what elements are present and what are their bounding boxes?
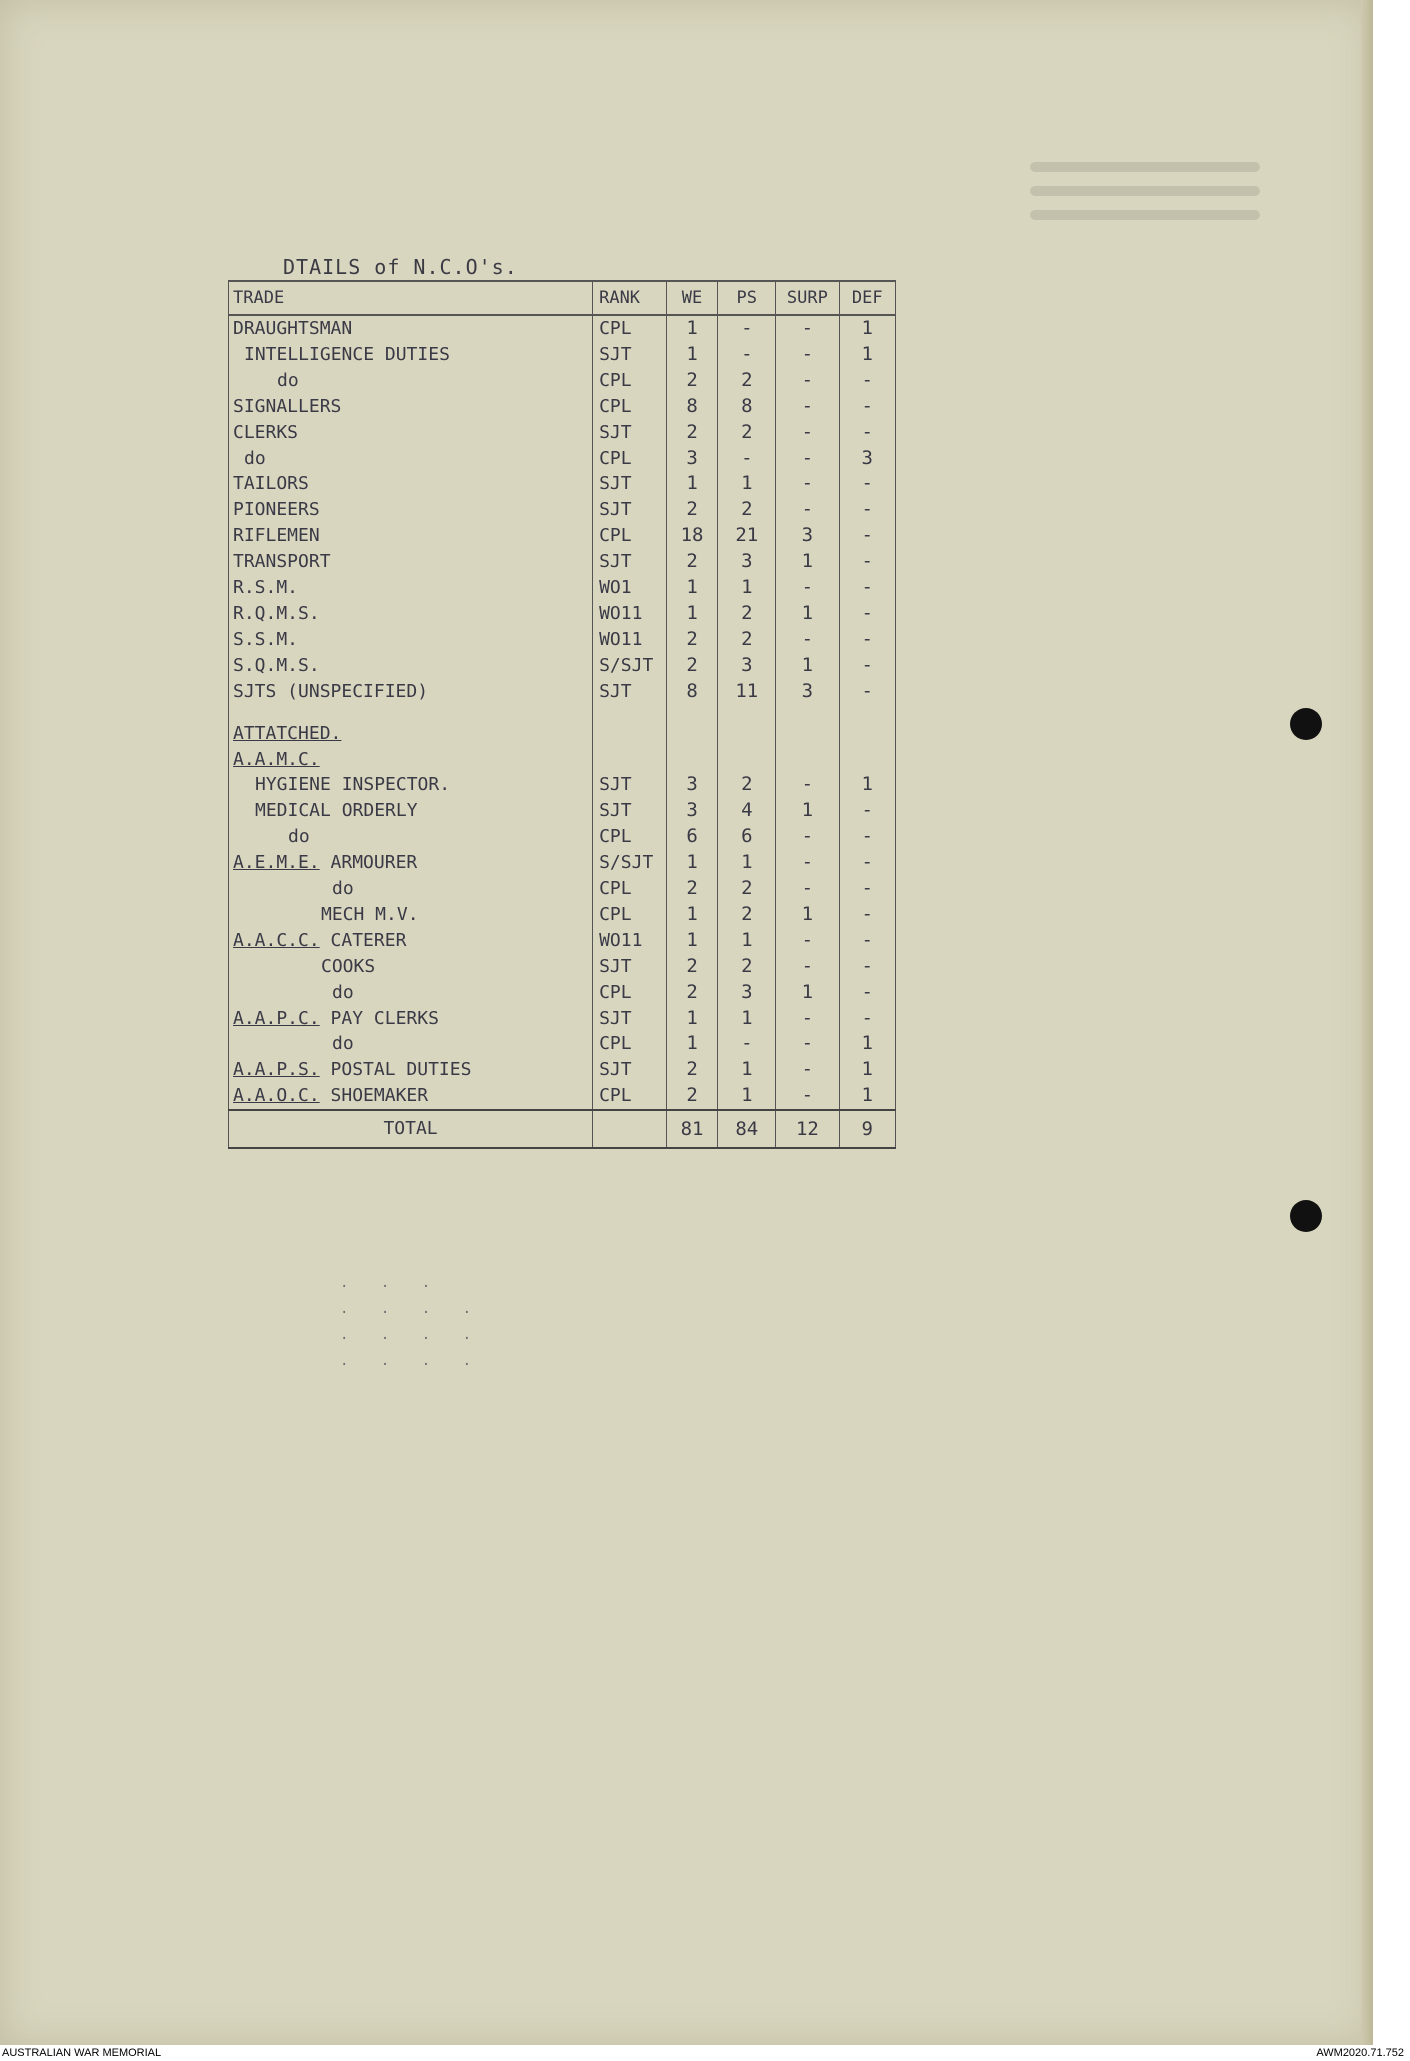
trade-label: do — [332, 1033, 354, 1055]
spacer-cell — [229, 705, 593, 721]
def-cell: - — [839, 1006, 895, 1032]
total-def: 9 — [839, 1110, 895, 1148]
def-cell: - — [839, 394, 895, 420]
ps-cell: - — [718, 315, 776, 342]
rank-cell — [593, 747, 667, 773]
ps-cell: 2 — [718, 772, 776, 798]
bleed-through-text — [1030, 148, 1260, 243]
trade-label: SJTS (UNSPECIFIED) — [233, 680, 429, 702]
surp-cell: 3 — [776, 523, 839, 549]
trade-label: S.Q.M.S. — [233, 654, 320, 676]
table-row — [229, 747, 896, 773]
trade-label: do — [277, 369, 299, 391]
rank-cell: S/SJT — [593, 850, 667, 876]
we-cell: 1 — [666, 315, 718, 342]
table-row — [229, 721, 896, 747]
trade-label: R.S.M. — [233, 577, 299, 599]
surp-cell: 1 — [776, 980, 839, 1006]
we-cell: 1 — [666, 342, 718, 368]
rank-cell: CPL — [593, 902, 667, 928]
we-cell: 3 — [666, 446, 718, 472]
rank-cell: WO11 — [593, 601, 667, 627]
trade-cell — [229, 679, 593, 705]
def-cell: 1 — [839, 772, 895, 798]
we-cell: 1 — [666, 575, 718, 601]
punch-hole — [1290, 1200, 1322, 1232]
table-row — [229, 1083, 896, 1110]
trade-label: SIGNALLERS — [233, 395, 342, 417]
surp-cell: - — [776, 575, 839, 601]
surp-cell — [776, 721, 839, 747]
rank-cell: SJT — [593, 772, 667, 798]
table-row — [229, 824, 896, 850]
we-cell: 6 — [666, 824, 718, 850]
rank-cell: CPL — [593, 446, 667, 472]
ps-cell: 1 — [718, 1083, 776, 1110]
rank-cell: WO1 — [593, 575, 667, 601]
we-cell: 3 — [666, 772, 718, 798]
surp-cell: - — [776, 850, 839, 876]
footer-left-caption: AUSTRALIAN WAR MEMORIAL — [2, 2047, 162, 2059]
def-cell: - — [839, 368, 895, 394]
trade-label: CLERKS — [233, 421, 299, 443]
corps-label: A.E.M.E. — [233, 852, 320, 874]
trade-label: SHOEMAKER — [330, 1085, 429, 1107]
we-cell: 2 — [666, 653, 718, 679]
surp-cell: - — [776, 772, 839, 798]
total-rank — [593, 1110, 667, 1148]
trade-cell — [229, 471, 593, 497]
trade-cell — [229, 601, 593, 627]
def-cell: 1 — [839, 1083, 895, 1110]
we-cell: 2 — [666, 549, 718, 575]
trade-cell — [229, 824, 593, 850]
rank-cell: SJT — [593, 1057, 667, 1083]
trade-cell — [229, 1083, 593, 1110]
trade-label: PIONEERS — [233, 499, 320, 521]
trade-label: RIFLEMEN — [233, 525, 320, 547]
rank-cell: CPL — [593, 876, 667, 902]
surp-cell: - — [776, 497, 839, 523]
surp-cell: 3 — [776, 679, 839, 705]
def-cell: - — [839, 980, 895, 1006]
trade-label: do — [288, 826, 310, 848]
spacer-cell — [718, 705, 776, 721]
trade-label: MECH M.V. — [321, 903, 419, 925]
ps-cell: 1 — [718, 850, 776, 876]
rank-cell: SJT — [593, 798, 667, 824]
ps-cell: 21 — [718, 523, 776, 549]
rank-cell: SJT — [593, 420, 667, 446]
we-cell: 1 — [666, 1031, 718, 1057]
table-row — [229, 601, 896, 627]
table-row — [229, 653, 896, 679]
trade-label: MEDICAL ORDERLY — [255, 800, 418, 822]
corps-label: A.A.P.S. — [233, 1059, 320, 1081]
corps-label: A.A.O.C. — [233, 1085, 320, 1107]
ps-cell: 3 — [718, 653, 776, 679]
trade-cell — [229, 876, 593, 902]
rank-cell: SJT — [593, 549, 667, 575]
surp-cell: - — [776, 928, 839, 954]
column-header: TRADE — [229, 281, 593, 315]
trade-label: HYGIENE INSPECTOR. — [255, 774, 451, 796]
trade-label: ARMOURER — [330, 852, 418, 874]
rank-cell: WO11 — [593, 627, 667, 653]
we-cell: 1 — [666, 928, 718, 954]
rank-cell: S/SJT — [593, 653, 667, 679]
ps-cell: 2 — [718, 902, 776, 928]
trade-label: CATERER — [330, 929, 407, 951]
def-cell — [839, 747, 895, 773]
rank-cell: SJT — [593, 954, 667, 980]
rank-cell: CPL — [593, 1083, 667, 1110]
def-cell: - — [839, 679, 895, 705]
table-row — [229, 902, 896, 928]
ps-cell: 1 — [718, 575, 776, 601]
def-cell: - — [839, 471, 895, 497]
trade-cell — [229, 653, 593, 679]
rank-cell: SJT — [593, 679, 667, 705]
ps-cell — [718, 747, 776, 773]
table-row — [229, 342, 896, 368]
def-cell: - — [839, 420, 895, 446]
trade-cell — [229, 721, 593, 747]
ps-cell: 2 — [718, 497, 776, 523]
ps-cell: 1 — [718, 1057, 776, 1083]
we-cell: 18 — [666, 523, 718, 549]
trade-cell — [229, 627, 593, 653]
spacer-cell — [593, 705, 667, 721]
def-cell: 1 — [839, 342, 895, 368]
surp-cell: - — [776, 1006, 839, 1032]
total-label: TOTAL — [229, 1110, 593, 1148]
trade-cell — [229, 954, 593, 980]
rank-cell — [593, 721, 667, 747]
trade-label: COOKS — [321, 955, 376, 977]
ps-cell: 1 — [718, 1006, 776, 1032]
we-cell: 2 — [666, 420, 718, 446]
def-cell: - — [839, 850, 895, 876]
trade-cell — [229, 798, 593, 824]
surp-cell: - — [776, 471, 839, 497]
trade-label: do — [244, 447, 266, 469]
def-cell: - — [839, 954, 895, 980]
surp-cell: 1 — [776, 902, 839, 928]
table-row — [229, 549, 896, 575]
def-cell: - — [839, 902, 895, 928]
def-cell: 1 — [839, 1057, 895, 1083]
column-header: RANK — [593, 281, 667, 315]
surp-cell: - — [776, 824, 839, 850]
table-row — [229, 394, 896, 420]
we-cell: 2 — [666, 980, 718, 1006]
trade-cell — [229, 1057, 593, 1083]
surp-cell: 1 — [776, 653, 839, 679]
table-row — [229, 523, 896, 549]
corps-label: A.A.C.C. — [233, 929, 320, 951]
trade-cell — [229, 523, 593, 549]
footer-right-caption: AWM2020.71.752 — [1316, 2047, 1404, 2059]
trade-label: INTELLIGENCE DUTIES — [244, 343, 450, 365]
trade-cell — [229, 497, 593, 523]
table-row — [229, 876, 896, 902]
ps-cell: 8 — [718, 394, 776, 420]
trade-cell — [229, 747, 593, 773]
surp-cell: - — [776, 420, 839, 446]
we-cell: 1 — [666, 471, 718, 497]
we-cell: 8 — [666, 679, 718, 705]
surp-cell: 1 — [776, 601, 839, 627]
def-cell: - — [839, 653, 895, 679]
ps-cell: 2 — [718, 420, 776, 446]
surp-cell: - — [776, 1031, 839, 1057]
def-cell: 1 — [839, 315, 895, 342]
ps-cell — [718, 721, 776, 747]
rank-cell: CPL — [593, 394, 667, 420]
table-row — [229, 446, 896, 472]
trade-cell — [229, 980, 593, 1006]
surp-cell: - — [776, 1083, 839, 1110]
trade-label: TAILORS — [233, 473, 309, 495]
total-surp: 12 — [776, 1110, 839, 1148]
ps-cell: 2 — [718, 876, 776, 902]
def-cell: - — [839, 523, 895, 549]
trade-cell — [229, 420, 593, 446]
spacer-cell — [666, 705, 718, 721]
trade-cell — [229, 1031, 593, 1057]
total-we: 81 — [666, 1110, 718, 1148]
table-row — [229, 954, 896, 980]
trade-label: do — [332, 878, 354, 900]
rank-cell: SJT — [593, 342, 667, 368]
rank-cell: SJT — [593, 471, 667, 497]
document-heading: DTAILS of N.C.O's. — [283, 255, 518, 279]
typed-dots: . . . . . . . . . . . . . . . — [340, 1275, 484, 1369]
table-row — [229, 850, 896, 876]
we-cell: 2 — [666, 497, 718, 523]
def-cell: 3 — [839, 446, 895, 472]
ps-cell: 3 — [718, 980, 776, 1006]
trade-cell — [229, 902, 593, 928]
rank-cell: CPL — [593, 315, 667, 342]
ps-cell: - — [718, 446, 776, 472]
we-cell: 2 — [666, 1083, 718, 1110]
trade-cell — [229, 575, 593, 601]
table-row — [229, 315, 896, 342]
table-row — [229, 420, 896, 446]
trade-label: TRANSPORT — [233, 551, 331, 573]
def-cell: - — [839, 549, 895, 575]
def-cell: - — [839, 497, 895, 523]
spacer-cell — [839, 705, 895, 721]
nco-table — [228, 280, 896, 1149]
def-cell: - — [839, 876, 895, 902]
trade-cell — [229, 850, 593, 876]
rank-cell: CPL — [593, 1031, 667, 1057]
trade-cell — [229, 394, 593, 420]
table-row — [229, 1006, 896, 1032]
we-cell: 2 — [666, 876, 718, 902]
def-cell — [839, 721, 895, 747]
ps-cell: 3 — [718, 549, 776, 575]
trade-cell — [229, 928, 593, 954]
column-header: SURP — [776, 281, 839, 315]
def-cell: - — [839, 928, 895, 954]
trade-label: POSTAL DUTIES — [330, 1059, 472, 1081]
def-cell: 1 — [839, 1031, 895, 1057]
we-cell: 2 — [666, 627, 718, 653]
punch-hole — [1290, 708, 1322, 740]
column-header: PS — [718, 281, 776, 315]
table-row — [229, 1057, 896, 1083]
total-ps: 84 — [718, 1110, 776, 1148]
ps-cell: 1 — [718, 471, 776, 497]
surp-cell: - — [776, 394, 839, 420]
table-row — [229, 772, 896, 798]
trade-cell — [229, 549, 593, 575]
we-cell: 8 — [666, 394, 718, 420]
surp-cell: 1 — [776, 798, 839, 824]
surp-cell — [776, 747, 839, 773]
surp-cell: - — [776, 446, 839, 472]
surp-cell: - — [776, 876, 839, 902]
trade-label: S.S.M. — [233, 628, 299, 650]
we-cell: 1 — [666, 1006, 718, 1032]
trade-cell — [229, 1006, 593, 1032]
we-cell: 2 — [666, 368, 718, 394]
corps-label: A.A.P.C. — [233, 1007, 320, 1029]
we-cell: 2 — [666, 1057, 718, 1083]
we-cell: 1 — [666, 902, 718, 928]
rank-cell: CPL — [593, 368, 667, 394]
ps-cell: 4 — [718, 798, 776, 824]
corps-label: ATTATCHED. — [233, 722, 342, 744]
column-header: DEF — [839, 281, 895, 315]
surp-cell: 1 — [776, 549, 839, 575]
trade-cell — [229, 772, 593, 798]
rank-cell: CPL — [593, 980, 667, 1006]
ps-cell: - — [718, 1031, 776, 1057]
table-row — [229, 627, 896, 653]
rank-cell: CPL — [593, 523, 667, 549]
we-cell: 2 — [666, 954, 718, 980]
we-cell — [666, 721, 718, 747]
table-row — [229, 1031, 896, 1057]
def-cell: - — [839, 575, 895, 601]
trade-cell — [229, 315, 593, 342]
ps-cell: 1 — [718, 928, 776, 954]
surp-cell: - — [776, 342, 839, 368]
trade-cell — [229, 446, 593, 472]
def-cell: - — [839, 798, 895, 824]
total-row — [229, 1110, 896, 1148]
trade-cell — [229, 368, 593, 394]
table-row — [229, 368, 896, 394]
we-cell: 1 — [666, 850, 718, 876]
table-row — [229, 497, 896, 523]
table-row — [229, 575, 896, 601]
table-row — [229, 798, 896, 824]
we-cell: 1 — [666, 601, 718, 627]
ps-cell: 11 — [718, 679, 776, 705]
trade-label: PAY CLERKS — [330, 1007, 439, 1029]
rank-cell: SJT — [593, 497, 667, 523]
surp-cell: - — [776, 1057, 839, 1083]
ps-cell: 2 — [718, 368, 776, 394]
surp-cell: - — [776, 368, 839, 394]
ps-cell: 2 — [718, 627, 776, 653]
surp-cell: - — [776, 954, 839, 980]
table-header-row — [229, 281, 896, 315]
def-cell: - — [839, 824, 895, 850]
rank-cell: WO11 — [593, 928, 667, 954]
table-row — [229, 980, 896, 1006]
trade-label: DRAUGHTSMAN — [233, 318, 353, 339]
trade-label: R.Q.M.S. — [233, 602, 320, 624]
surp-cell: - — [776, 315, 839, 342]
corps-label: A.A.M.C. — [233, 748, 320, 770]
table-row — [229, 705, 896, 721]
rank-cell: CPL — [593, 824, 667, 850]
we-cell: 3 — [666, 798, 718, 824]
table-row — [229, 679, 896, 705]
spacer-cell — [776, 705, 839, 721]
surp-cell: - — [776, 627, 839, 653]
ps-cell: 2 — [718, 601, 776, 627]
ps-cell: - — [718, 342, 776, 368]
we-cell — [666, 747, 718, 773]
trade-label: do — [332, 981, 354, 1003]
ps-cell: 6 — [718, 824, 776, 850]
ps-cell: 2 — [718, 954, 776, 980]
def-cell: - — [839, 627, 895, 653]
table-row — [229, 471, 896, 497]
column-header: WE — [666, 281, 718, 315]
trade-cell — [229, 342, 593, 368]
table-row — [229, 928, 896, 954]
rank-cell: SJT — [593, 1006, 667, 1032]
def-cell: - — [839, 601, 895, 627]
